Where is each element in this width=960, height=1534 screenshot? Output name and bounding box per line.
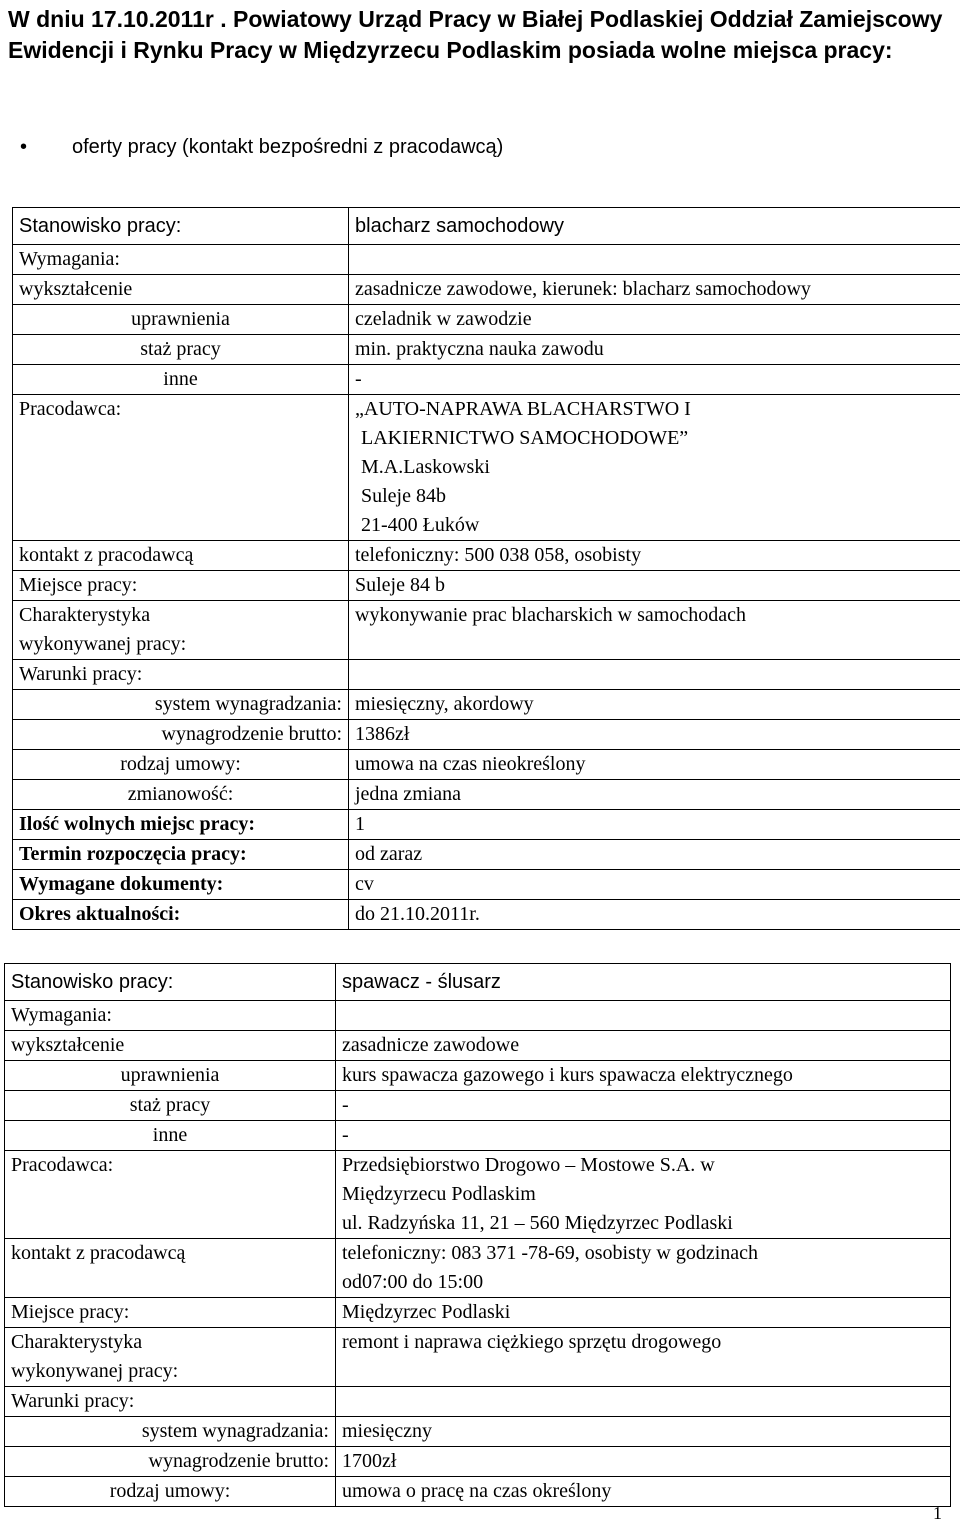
table-row (13, 900, 960, 930)
position-value: blacharz samochodowy (349, 208, 960, 245)
offer-type-label: oferty pracy (kontakt bezpośredni z pracodawcą) (72, 136, 504, 158)
contract-type-label: rodzaj umowy: (5, 1477, 336, 1507)
conditions-value (349, 660, 960, 690)
vacancies-label: Ilość wolnych miejsc pracy: (13, 810, 349, 840)
employer-line: LAKIERNICTWO SAMOCHODOWE” (361, 427, 689, 449)
offer-type-bullet (20, 133, 920, 161)
contact-label: kontakt z pracodawcą (5, 1239, 336, 1298)
employer-value (336, 1151, 951, 1239)
table-row (13, 810, 960, 840)
employer-line: Międzyrzecu Podlaskim (342, 1183, 536, 1205)
workplace-value: Międzyrzec Podlaski (336, 1298, 951, 1328)
employer-line: M.A.Laskowski (361, 456, 490, 478)
contact-line: telefoniczny: 083 371 -78-69, osobisty w godzinach (342, 1242, 759, 1264)
table-row (5, 1447, 951, 1477)
table-row (5, 1417, 951, 1447)
contact-line: od07:00 do 15:00 (342, 1271, 484, 1293)
employer-line: Suleje 84b (361, 485, 446, 507)
education-value: zasadnicze zawodowe, kierunek: blacharz samochodowy (349, 275, 960, 305)
contact-value: telefoniczny: 500 038 058, osobisty (349, 541, 960, 571)
salary-value: 1700zł (336, 1447, 951, 1477)
qualifications-label: uprawnienia (13, 305, 349, 335)
education-label: wykształcenie (5, 1031, 336, 1061)
table-row (13, 365, 960, 395)
table-row (13, 245, 960, 275)
table-row (13, 541, 960, 571)
conditions-value (336, 1387, 951, 1417)
bullet-icon: • (20, 136, 28, 158)
qualifications-value: kurs spawacza gazowego i kurs spawacza elektrycznego (336, 1061, 951, 1091)
conditions-label: Warunki pracy: (5, 1387, 336, 1417)
table-row (5, 964, 951, 1001)
validity-label: Okres aktualności: (13, 900, 349, 930)
job-description-label-line: Charakterystyka (11, 1331, 143, 1353)
table-row (13, 571, 960, 601)
table-row (5, 1151, 951, 1239)
table-row (13, 305, 960, 335)
requirements-value (336, 1001, 951, 1031)
employer-value (349, 395, 960, 541)
table-row (13, 840, 960, 870)
table-row (13, 750, 960, 780)
page-heading: W dniu 17.10.2011r . Powiatowy Urząd Pracy w Białej Podlaskiej Oddział Zamiejscowy Ewidencji i Rynku Pracy w Międzyrzecu Podlaskim posiada wolne miejsca pracy: (8, 6, 943, 63)
table-row (13, 335, 960, 365)
experience-value: - (336, 1091, 951, 1121)
job-description-label-line: wykonywanej pracy: (11, 1360, 179, 1382)
pay-system-label: system wynagradzania: (5, 1417, 336, 1447)
experience-label: staż pracy (5, 1091, 336, 1121)
contact-label: kontakt z pracodawcą (13, 541, 349, 571)
job-description-label-line: wykonywanej pracy: (19, 633, 187, 655)
start-date-label: Termin rozpoczęcia pracy: (13, 840, 349, 870)
job-offer-table-2 (4, 963, 951, 1507)
table-row (13, 208, 960, 245)
table-row (13, 720, 960, 750)
job-offer-table-1 (12, 207, 960, 930)
table-row (13, 395, 960, 541)
job-description-value: wykonywanie prac blacharskich w samochodach (349, 601, 960, 660)
contract-type-value: umowa na czas nieokreślony (349, 750, 960, 780)
pay-system-label: system wynagradzania: (13, 690, 349, 720)
shifts-label: zmianowość: (13, 780, 349, 810)
vacancies-value: 1 (349, 810, 960, 840)
workplace-label: Miejsce pracy: (13, 571, 349, 601)
job-description-label (5, 1328, 336, 1387)
requirements-label: Wymagania: (13, 245, 349, 275)
other-value: - (349, 365, 960, 395)
qualifications-label: uprawnienia (5, 1061, 336, 1091)
contract-type-label: rodzaj umowy: (13, 750, 349, 780)
contract-type-value: umowa o pracę na czas określony (336, 1477, 951, 1507)
job-description-label (13, 601, 349, 660)
employer-line: „AUTO-NAPRAWA BLACHARSTWO I (355, 398, 691, 420)
table-row (5, 1001, 951, 1031)
table-row (5, 1061, 951, 1091)
employer-line: Przedsiębiorstwo Drogowo – Mostowe S.A. w (342, 1154, 715, 1176)
employer-label: Pracodawca: (5, 1151, 336, 1239)
table-row (5, 1298, 951, 1328)
job-description-value: remont i naprawa ciężkiego sprzętu drogowego (336, 1328, 951, 1387)
start-date-value: od zaraz (349, 840, 960, 870)
table-row (13, 601, 960, 660)
pay-system-value: miesięczny (336, 1417, 951, 1447)
education-label: wykształcenie (13, 275, 349, 305)
table-row (5, 1477, 951, 1507)
other-value: - (336, 1121, 951, 1151)
other-label: inne (13, 365, 349, 395)
page-number: 1 (933, 1503, 942, 1523)
table-row (13, 870, 960, 900)
experience-value: min. praktyczna nauka zawodu (349, 335, 960, 365)
table-row (5, 1239, 951, 1298)
pay-system-value: miesięczny, akordowy (349, 690, 960, 720)
requirements-value (349, 245, 960, 275)
shifts-value: jedna zmiana (349, 780, 960, 810)
table-row (5, 1031, 951, 1061)
education-value: zasadnicze zawodowe (336, 1031, 951, 1061)
requirements-label: Wymagania: (5, 1001, 336, 1031)
other-label: inne (5, 1121, 336, 1151)
documents-label: Wymagane dokumenty: (13, 870, 349, 900)
table-row (5, 1121, 951, 1151)
documents-value: cv (349, 870, 960, 900)
table-row (5, 1387, 951, 1417)
table-row (13, 690, 960, 720)
table-row (5, 1328, 951, 1387)
table-row (13, 780, 960, 810)
job-description-label-line: Charakterystyka (19, 604, 151, 626)
salary-label: wynagrodzenie brutto: (13, 720, 349, 750)
workplace-label: Miejsce pracy: (5, 1298, 336, 1328)
salary-value: 1386zł (349, 720, 960, 750)
position-value: spawacz - ślusarz (336, 964, 951, 1001)
salary-label: wynagrodzenie brutto: (5, 1447, 336, 1477)
employer-label: Pracodawca: (13, 395, 349, 541)
qualifications-value: czeladnik w zawodzie (349, 305, 960, 335)
workplace-value: Suleje 84 b (349, 571, 960, 601)
table-row (13, 275, 960, 305)
experience-label: staż pracy (13, 335, 349, 365)
validity-value: do 21.10.2011r. (349, 900, 960, 930)
employer-line: 21-400 Łuków (361, 514, 480, 536)
position-label: Stanowisko pracy: (13, 208, 349, 245)
contact-value (336, 1239, 951, 1298)
table-row (5, 1091, 951, 1121)
table-row (13, 660, 960, 690)
employer-line: ul. Radzyńska 11, 21 – 560 Międzyrzec Podlaski (342, 1212, 733, 1234)
conditions-label: Warunki pracy: (13, 660, 349, 690)
position-label: Stanowisko pracy: (5, 964, 336, 1001)
